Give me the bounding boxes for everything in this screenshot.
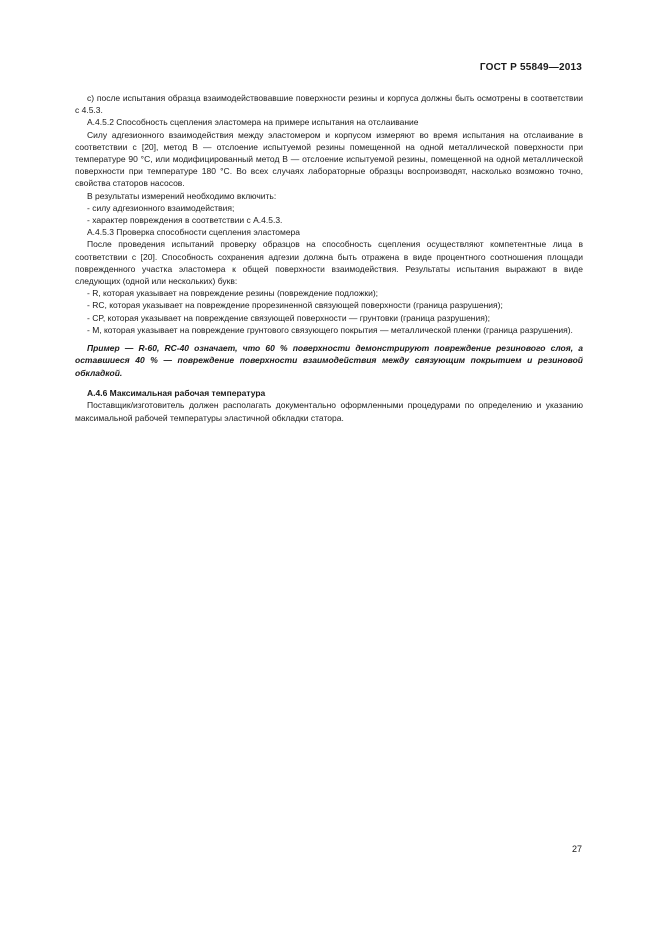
subsection-heading-a452: A.4.5.2 Способность сцепления эластомера на примере испытания на отслаивание — [87, 117, 419, 128]
section-heading-a46: A.4.6 Максимальная рабочая температура — [87, 388, 266, 399]
document-id: ГОСТ Р 55849—2013 — [479, 62, 582, 73]
list-item: - RC, которая указывает на повреждение прорезиненной связующей поверхности (граница разрушения); — [87, 300, 503, 311]
paragraph-item-c: c) после испытания образца взаимодействовавшие поверхности резины и корпуса должны быть осмотрены в соответствии с 4.5.3. — [75, 93, 583, 116]
list-item: - M, которая указывает на повреждение грунтового связующего покрытия — металлической пленки (граница разрушения). — [87, 324, 573, 335]
list-item: - силу адгезионного взаимодействия; — [87, 202, 235, 213]
paragraph-adhesion-check: После проведения испытаний проверку образцов на способность сцепления осуществляют компетентные лица в соответствии с [20]. Способность сохранения адгезии должна быть отражена в виде процентного соотношения площади поврежденного участка эластомера к общей поверхности взаимодействия. Результаты испытания выражают в виде следующих (одной или нескольких) букв: — [75, 239, 583, 287]
list-item: - CP, которая указывает на повреждение связующей поверхности — грунтовки (граница разрушения); — [87, 312, 491, 323]
subsection-heading-a453: A.4.5.3 Проверка способности сцепления эластомера — [87, 227, 301, 238]
example-note: Пример — R-60, RC-40 означает, что 60 % поверхности демонстрируют повреждение резинового слоя, а оставшиеся 40 % — повреждение поверхности взаимодействия между связующим покрытием и резиновой обкладкой. — [75, 343, 583, 378]
list-item: - характер повреждения в соответствии с A.4.5.3. — [87, 215, 283, 226]
paragraph-max-temperature: Поставщик/изготовитель должен располагать документально оформленными процедурами по определению и указанию максимальной рабочей температуры эластичной обкладки статора. — [75, 400, 583, 423]
document-body — [75, 92, 583, 424]
paragraph-results-include: В результаты измерений необходимо включить: — [87, 190, 277, 201]
list-item: - R, которая указывает на повреждение резины (повреждение подложки); — [87, 288, 379, 299]
paragraph-adhesion-test: Силу адгезионного взаимодействия между эластомером и корпусом измеряют во время испытания на отслаивание в соответствии с [20], метод B — отслоение испытуемой резины помещенной на одной металлической поверхности при температуре 90 °C, или модифицированный метод B — отслоение испытуемой резины, помещенной на одной металлической поверхности при температуре 180 °C. Во всех случаях лабораторные образцы воспроизводят, насколько возможно точно, свойства статоров насосов. — [75, 129, 583, 189]
page-number: 27 — [571, 844, 582, 854]
